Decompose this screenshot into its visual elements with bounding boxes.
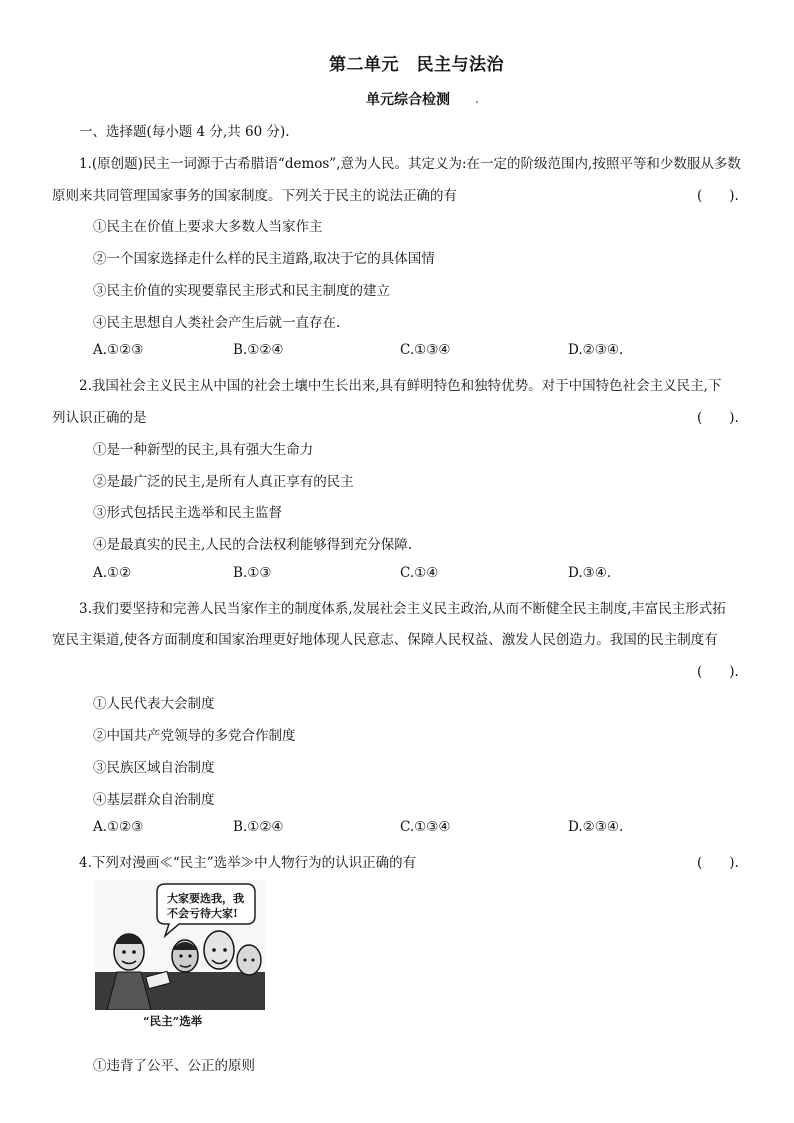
q2-answer-bracket: ( ). bbox=[697, 410, 739, 426]
q4-answer-bracket: ( ). bbox=[697, 855, 739, 871]
q4-statement-1: ①违背了公平、公正的原则 bbox=[93, 1058, 255, 1074]
q1-option-c: C.①③④ bbox=[400, 342, 451, 358]
q1-option-b: B.①②④ bbox=[233, 342, 284, 358]
q1-statement-1: ①民主在价值上要求大多数人当家作主 bbox=[93, 219, 323, 235]
q2-option-d: D.③④. bbox=[568, 565, 612, 581]
cartoon-caption: “民主”选举 bbox=[143, 1014, 203, 1028]
q2-option-a: A.①② bbox=[93, 565, 132, 581]
q3-statement-4: ④基层群众自治制度 bbox=[93, 792, 215, 808]
cartoon-democratic-election bbox=[95, 880, 265, 1030]
q2-statement-2: ②是最广泛的民主,是所有人真正享有的民主 bbox=[93, 474, 354, 490]
q2-statement-4: ④是最真实的民主,人民的合法权利能够得到充分保障. bbox=[93, 537, 413, 553]
q3-option-b: B.①②④ bbox=[233, 819, 284, 835]
q4-stem: 4.下列对漫画≪“民主”选举≫中人物行为的认识正确的有 bbox=[79, 855, 417, 871]
q1-answer-bracket: ( ). bbox=[697, 188, 739, 204]
q2-statement-3: ③形式包括民主选举和民主监督 bbox=[93, 505, 282, 521]
q1-statement-4: ④民主思想自人类社会产生后就一直存在. bbox=[93, 315, 341, 331]
q1-stem-line2: 原则来共同管理国家事务的国家制度。下列关于民主的说法正确的有 bbox=[52, 188, 457, 204]
q2-option-c: C.①④ bbox=[400, 565, 439, 581]
q3-answer-bracket: ( ). bbox=[697, 664, 739, 680]
q2-statement-1: ①是一种新型的民主,具有强大生命力 bbox=[93, 442, 314, 458]
speech-bubble-line2: 不会亏待大家! bbox=[167, 907, 238, 920]
q2-stem-line1: 2.我国社会主义民主从中国的社会土壤中生长出来,具有鲜明特色和独特优势。对于中国特色社会主义民主,下 bbox=[79, 378, 722, 394]
scan-speck bbox=[476, 101, 478, 103]
q2-option-b: B.①③ bbox=[233, 565, 272, 581]
q1-statement-2: ②一个国家选择走什么样的民主道路,取决于它的具体国情 bbox=[93, 251, 435, 267]
q1-stem-line1: 1.(原创题)民主一词源于古希腊语“demos”,意为人民。其定义为:在一定的阶级范围内,按照平等和少数服从多数 bbox=[79, 156, 741, 172]
q3-stem-line1: 3.我们要坚持和完善人民当家作主的制度体系,发展社会主义民主政治,从而不断健全民主制度,丰富民主形式拓 bbox=[79, 601, 726, 617]
q3-statement-3: ③民族区域自治制度 bbox=[93, 760, 215, 776]
q1-statement-3: ③民主价值的实现要靠民主形式和民主制度的建立 bbox=[93, 283, 390, 299]
q3-option-a: A.①②③ bbox=[93, 819, 144, 835]
page-subtitle: 单元综合检测 bbox=[366, 92, 450, 108]
q2-stem-line2: 列认识正确的是 bbox=[52, 410, 147, 426]
q3-statement-1: ①人民代表大会制度 bbox=[93, 696, 215, 712]
q1-option-a: A.①②③ bbox=[93, 342, 144, 358]
section-heading: 一、选择题(每小题 4 分,共 60 分). bbox=[79, 124, 290, 140]
q3-option-c: C.①③④ bbox=[400, 819, 451, 835]
page-title: 第二单元 民主与法治 bbox=[329, 55, 504, 75]
q3-statement-2: ②中国共产党领导的多党合作制度 bbox=[93, 728, 296, 744]
speech-bubble-line1: 大家要选我，我 bbox=[167, 892, 244, 905]
q3-stem-line2: 宽民主渠道,使各方面制度和国家治理更好地体现人民意志、保障人民权益、激发人民创造力。我国的民主制度有 bbox=[52, 632, 718, 648]
q3-option-d: D.②③④. bbox=[568, 819, 624, 835]
q1-option-d: D.②③④. bbox=[568, 342, 624, 358]
